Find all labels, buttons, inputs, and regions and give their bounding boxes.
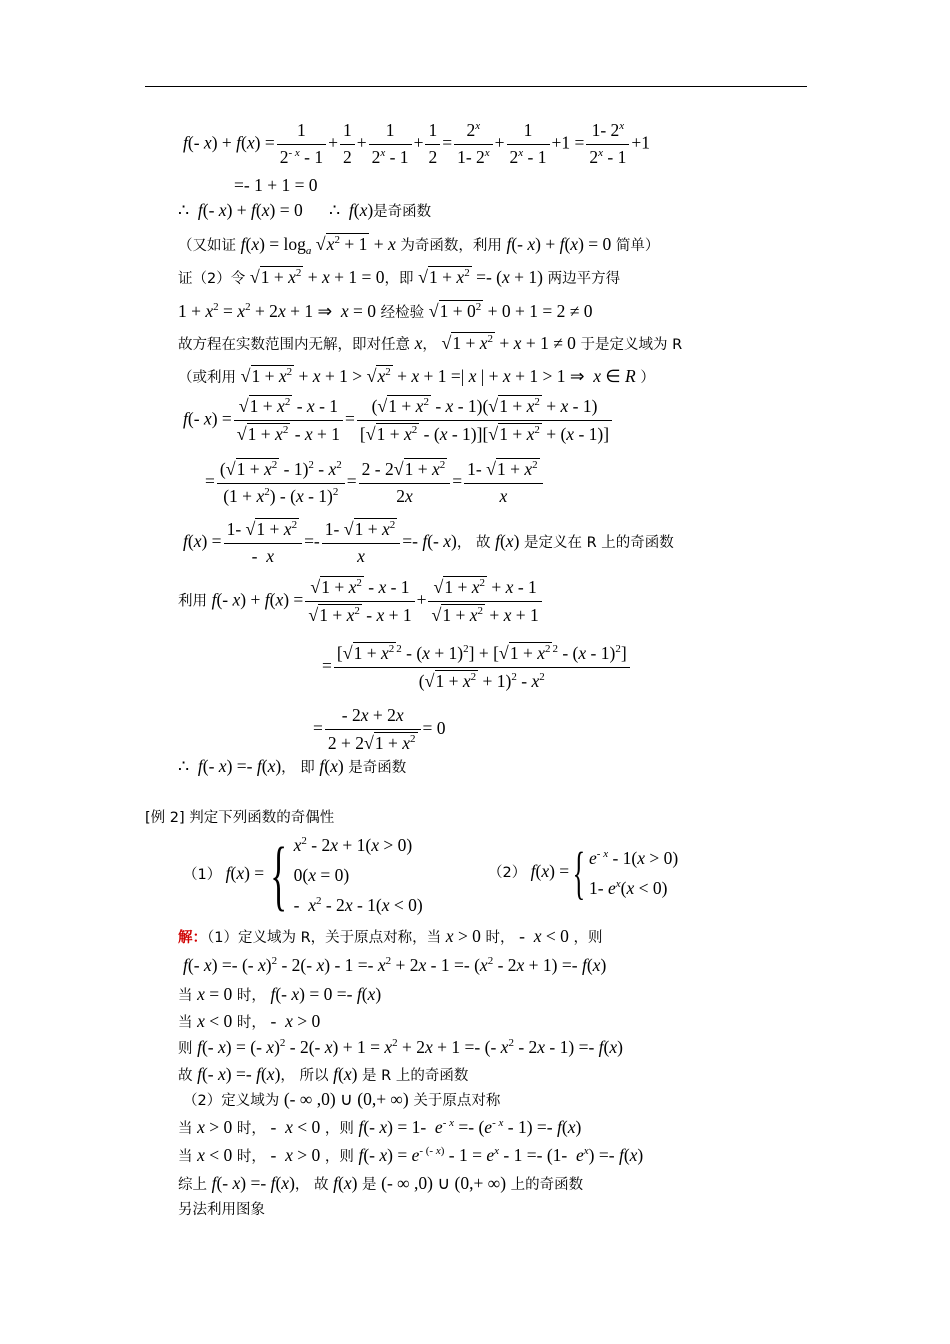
solution-line-1: 解：（1）定义域为 R，关于原点对称，当 x > 0 时， - x < 0 ，则 (178, 926, 603, 946)
proof-2-square: $1 + x^2 = x^2 + 2x + 1$ ⇒ x = 0 经检验 $√1 + 0^2 + 0 + 1 = 2 \ne 0$ (178, 301, 593, 321)
sum-method-line-2: = $\frac{[√1 + x^2 ^2 - (x + 1)^2] + [√1 + x^2 ^2 - (x - 1)^2]}{(√1 + x^2 + 1)^2 - x^2}$ (322, 642, 632, 693)
conclusion-odd-2: ∴ f(- x) =- f(x)， 即 f(x) 是奇函数 (178, 756, 407, 776)
piecewise-function-2: （2） f(x) ={ $e^{- x} - 1(x > 0)$ 1- $e^x(x < 0)$ (488, 840, 679, 905)
header-rule (145, 86, 807, 87)
f1-label: （1） (183, 867, 222, 884)
note-log-example: （又如证 $f(x) = \log_a √x^2 + 1 + x$ 为奇函数，利用 f(- x) + f(x) = 0 简单） (178, 234, 660, 257)
solution-line-2: f(- x) =- (- x)$^2$ - 2(- $x) - 1 =- x^2 + 2x - 1 =- (x^2 - 2x + 1) =- f(x)$ (183, 955, 607, 975)
example-2-title: [例 2] 判定下列函数的奇偶性 (145, 810, 335, 826)
solution-line-10: 综上 f(- x) =- f(x)， 故 f(x) 是 (- ∞ ,0) ∪ (0,+ ∞) 上的奇函数 (178, 1173, 584, 1193)
proof-2-domain: 故方程在实数范围内无解，即对任意 x， $√1 + x^2 + x + 1 \ne 0$ 于是定义域为 R (178, 333, 683, 353)
sum-method-line-3: = $\frac{- 2x + 2x}{2 + 2√1 + x^2}$ = 0 (313, 705, 446, 753)
solution-line-5: 则 f(- x) = (- x)$^2$ - 2(- $x) + 1 = x^2 + 2x + 1$ =- (- $x^2 - 2x - 1) =- f(x)$ (178, 1037, 623, 1057)
equation-sum-fractions: f(- x) + f(x) = $\frac{1}{2^{- x} - 1}$ + $\frac{1}{2}$ + $\frac{1}{2^x - 1}$ + $\frac{1}{2}$ = $\frac{2^x}{1- 2^x}$ + $\frac{1}{2^x - 1}$ +1 = $\frac{1- 2^x}{2^x - 1}$ +1 (183, 120, 650, 167)
solution-label: 解： (178, 930, 207, 946)
solution-line-6: 故 f(- x) =- f(x)， 所以 f(x) 是 R 上的奇函数 (178, 1064, 469, 1084)
proof-2-alt: （或利用 $√1 + x^2 + x + 1 > √x^2 + x + 1$ =| x | + x + 1 > 1 ⇒ x ∈ R ） (178, 366, 655, 386)
conclusion-odd-1: ∴ f(- x) + f(x) = 0 ∴ f(x)是奇函数 (178, 200, 432, 220)
proof-2-start: 证（2）令 $√1 + x^2 + x + 1 = 0$，即 $√1 + x^2 =- (x + 1)$ 两边平方得 (178, 267, 621, 287)
solution-line-11: 另法利用图象 (178, 1202, 265, 1218)
f2-label: （2） (488, 865, 527, 882)
rationalize-line-2: = $\frac{(√1 + x^2 - 1)^2 - x^2}{(1 + x^2) - (x - 1)^2}$ = $\frac{2 - 2√1 + x^2}{2x}$ = $\frac{1- √1 + x^2}{x}$ (205, 458, 545, 508)
rationalize-line-1: f(- x) = $\frac{√1 + x^2 - x - 1}{√1 + x^2 - x + 1}$ = $\frac{(√1 + x^2 - x - 1)(√1 + x^2 + x - 1)}{[√1 + x^2 - (x - 1)][√1 + x^2 + (x - 1)]}$ (183, 395, 614, 446)
fx-odd-conclusion: f(x) = $\frac{1- √1 + x^2}{- x}$ =- $\frac{1- √1 + x^2}{x}$ =- f(- x)， 故 f(x) 是定义在 R 上的奇函数 (183, 519, 674, 566)
solution-line-9: 当 x < 0 时， - x > 0 ，则 f(- $x) = e^{- (- x)} - 1 = e^x - 1 =- (1-$ $e^x) =- f(x)$ (178, 1145, 644, 1165)
sum-method-line-1: 利用 f(- x) + f(x) = $\frac{√1 + x^2 - x - 1}{√1 + x^2 - x + 1}$ + $\frac{√1 + x^2 + x - 1}{√1 + x^2 + x + 1}$ (178, 576, 544, 627)
equation-result: =- 1 + 1 = 0 (234, 175, 318, 195)
solution-line-7: （2）定义域为 (- ∞ ,0) ∪ (0,+ ∞) 关于原点对称 (183, 1089, 501, 1109)
solution-line-8: 当 x > 0 时， - x < 0 ，则 f(- x) = 1- $e^{- x} =- (e^{- x} - 1) =- f(x)$ (178, 1117, 582, 1137)
solution-line-4: 当 x < 0 时， - x > 0 (178, 1011, 321, 1031)
solution-line-3: 当 x = 0 时， f(- x) = 0 =- f(x) (178, 984, 382, 1004)
piecewise-function-1: （1） f(x) ={ $x^2 - 2x + 1(x > 0)$ 0(x = 0) - $x^2 - 2x - 1(x < 0)$ (183, 831, 423, 918)
